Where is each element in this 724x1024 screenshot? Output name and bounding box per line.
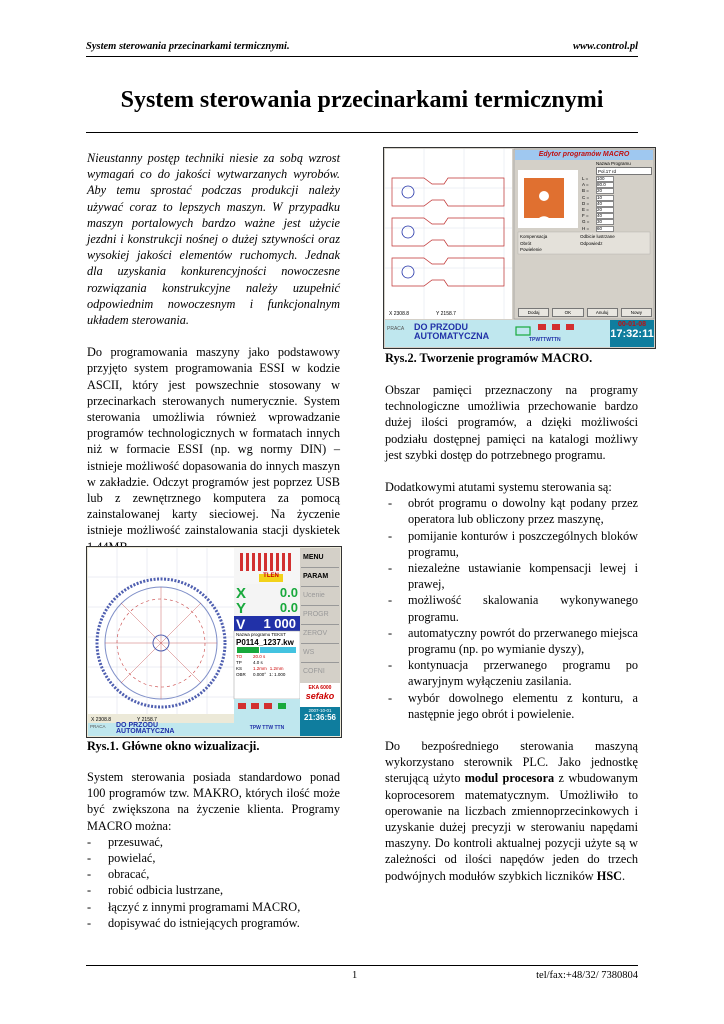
memory-paragraph: Obszar pamięci przeznaczony na programy technologiczne umożliwia przechowanie bardzo dużej ilości programów, a dzięki możliwości podziału dostępnej pamięci na katalogi możliwy jest szybki dostęp do potrzebnego programu.: [385, 383, 638, 462]
macro-name-input[interactable]: [596, 167, 652, 175]
program-info: [236, 632, 298, 678]
torch-status: TPW TTW TTN: [249, 725, 285, 731]
x-value: 0.0: [279, 585, 298, 600]
y-axis-label: Y: [236, 600, 247, 617]
footer-rule: [86, 965, 638, 966]
menu-button[interactable]: MENU: [301, 549, 339, 568]
compensation-checkbox[interactable]: Kompensacja: [520, 234, 548, 239]
param-label: E =: [582, 206, 589, 212]
param-label: G =: [582, 219, 590, 225]
hsc-term: HSC: [596, 868, 623, 883]
header-rule: [86, 56, 638, 57]
macro-list-item: - przesuwać,: [87, 834, 340, 850]
svg-text:Y 2158.7: Y 2158.7: [137, 717, 157, 723]
feature-item: - wybór dowolnego elementu z konturu, a następnie jego obrót i powielenie.: [385, 690, 638, 722]
param-label: F =: [582, 213, 589, 219]
macro-editor-title: Edytor programów MACRO: [538, 151, 630, 158]
svg-text:X 2308.8: X 2308.8: [91, 717, 112, 723]
cancel-button[interactable]: Anuluj: [587, 308, 618, 317]
param-value[interactable]: 10: [596, 195, 614, 201]
kerf-right: 1.2mm: [269, 666, 284, 671]
clock-date: 2007-10-01: [308, 708, 332, 713]
feature-item: - możliwość skalowania wykonywanego programu.: [385, 592, 638, 624]
macro-mode-status: [387, 323, 511, 341]
add-button[interactable]: Dodaj: [518, 308, 549, 317]
processor-module-term: modul procesora: [464, 771, 555, 786]
program-button[interactable]: PROGR: [301, 606, 339, 625]
mode-status: [90, 723, 230, 735]
param-value[interactable]: 20: [596, 207, 614, 213]
zero-button[interactable]: ZEROV: [301, 625, 339, 644]
param-value[interactable]: 100: [596, 176, 614, 182]
duplicate-checkbox[interactable]: Powielenie: [520, 247, 542, 252]
speed-label: V: [236, 616, 246, 632]
plc-paragraph: [385, 738, 638, 884]
brand-logo: [301, 685, 339, 701]
param-value[interactable]: 40: [596, 201, 614, 207]
macro-clock-date: 00-01-08: [617, 321, 647, 328]
position-x: X 2308.8: [389, 311, 410, 317]
macro-params: [582, 176, 650, 232]
title-rule: [86, 132, 638, 133]
scale-value: 1: 1.000: [269, 672, 286, 677]
auto-status: AUTOMATYCZNA: [116, 728, 175, 735]
macro-options: [520, 234, 650, 254]
plc-text: Do bezpośredniego sterowania maszyną wykorzystano sterownik PLC. Jako jednostkę sterującą użyto: [385, 739, 638, 786]
figure1-caption: Rys.1. Główne okno wizualizacji.: [87, 739, 260, 753]
footer-contact: tel/fax:+48/32/ 7380804: [536, 970, 638, 981]
macro-list-item: - łączyć z innymi programami MACRO,: [87, 899, 340, 915]
kerf-left: 1.2mm: [253, 666, 267, 671]
learn-button[interactable]: Ucenie: [301, 587, 339, 606]
answer-checkbox[interactable]: Odpowiedz: [580, 240, 603, 246]
param-label: H =: [582, 225, 590, 231]
param-label: D =: [582, 200, 590, 206]
features-list: [385, 495, 638, 722]
preheat-label: TO: [236, 654, 243, 659]
macro-clock: [610, 321, 654, 340]
plc-text: z wbudowanym koprocesorem matematycznym. Umożliwiło to operowanie na liczbach zmiennoprzecinkowych i uzyskanie dużej precyzji w sterowaniu napędami maszyny. Do kontroli aktualnej pozycji użyte są w zależności od ilości napędów jeden do trzech podwójnych modułów szybkich liczników: [385, 771, 638, 883]
pierce-time: 4.0 s: [253, 660, 263, 665]
figure2-caption: Rys.2. Tworzenie programów MACRO.: [385, 351, 593, 365]
param-value[interactable]: 80.0: [596, 182, 614, 188]
rotation-angle: 0.000°: [253, 672, 267, 677]
header-url: www.control.pl: [573, 41, 638, 52]
coordinates-panel: [236, 585, 298, 615]
oxygen-badge: TLEN: [263, 573, 279, 579]
direction-status: DO PRZODU: [116, 722, 158, 729]
main-window-screenshot: [86, 546, 342, 738]
macro-list-item: - powielać,: [87, 850, 340, 866]
param-label: C =: [582, 194, 590, 200]
work-label: PRACA: [90, 724, 106, 729]
pierce-label: TP: [236, 660, 242, 665]
param-value[interactable]: 60: [596, 226, 614, 232]
rotate-checkbox[interactable]: Obrót: [520, 240, 532, 246]
page-header: [86, 41, 638, 52]
undo-button[interactable]: COFNI: [303, 668, 325, 675]
macro-paragraph: System sterowania posiada standardowo ponad 100 programów tzw. MAKRO, których ilość może być zwiększona na życzenie klienta. Programy MACRO można:: [87, 770, 340, 833]
intro-paragraph: Nieustanny postęp techniki niesie za sobą wzrost wymagań co do jakości wytwarzanych wyrobów. Aby temu sprostać podczas produkcji należy używać coraz to lepszych maszyn. W przypadku maszyn portalowych bardzo ważne jest użycie jezdni i konstrukcji nośnej o dużej sztywności oraz wysokiej jakości elementów ruchomych. Jednak dla uzyskania konkurencyjności nowoczesne rozwiązania konstrukcyjne należy uzupełnić odpowiednim nowoczesnym i funkcjonalnym układem sterowania.: [87, 151, 340, 328]
macro-torch-status: TPWTTWTTN: [529, 337, 561, 343]
header-title: System sterowania przecinarkami termicznymi.: [86, 41, 290, 52]
param-value[interactable]: 40: [596, 213, 614, 219]
param-label: B =: [582, 188, 589, 194]
main-menu: [301, 549, 339, 681]
macro-clock-time: 17:32:11: [610, 328, 654, 340]
feature-item: - niezależne ustawianie kompensacji lewej i prawej,: [385, 560, 638, 592]
clock: [301, 708, 339, 722]
macro-name-label: Nazwa Programu: [596, 161, 631, 166]
feature-item: - kontynuacja przerwanego programu po awaryjnym wyłączeniu zasilania.: [385, 657, 638, 689]
plc-text: .: [622, 868, 626, 883]
param-value[interactable]: 30: [596, 219, 614, 225]
mirror-checkbox[interactable]: Odbicie lustrzane: [580, 234, 615, 239]
right-column: [385, 382, 638, 884]
left-column: [87, 150, 340, 555]
feature-item: - automatyczny powrót do przerwanego miejsca programu (np. po wymianie dyszy),: [385, 625, 638, 657]
y-value: 0.0: [279, 600, 298, 615]
program-name: P0114_1237.kw: [236, 638, 294, 647]
macro-list-item: - robić odbicia lustrzane,: [87, 882, 340, 898]
param-value[interactable]: 20: [596, 188, 614, 194]
macro-buttons: [518, 308, 652, 317]
speed-value: 1 000: [263, 616, 296, 631]
program-label: Nazwa programu TEKST: [236, 632, 286, 637]
new-button[interactable]: Nowy: [621, 308, 652, 317]
macro-list-item: - dopisywać do istniejących programów.: [87, 915, 340, 931]
macro-section: [87, 769, 340, 931]
preheat-time: 20.0 s: [253, 654, 266, 659]
feature-item: - obrót programu o dowolny kąt podany przez operatora lub obliczony przez maszynę,: [385, 495, 638, 527]
page-number: 1: [352, 970, 358, 981]
page-title: System sterowania przecinarkami termicznymi: [120, 87, 604, 113]
macro-direction-status: DO PRZODU: [414, 322, 468, 332]
x-axis-label: X: [236, 585, 247, 602]
kerf-label: KS: [236, 666, 243, 671]
features-intro: Dodatkowymi atutami systemu sterowania są:: [385, 480, 612, 495]
ok-button[interactable]: OK: [552, 308, 583, 317]
rotation-label: OBR: [236, 672, 246, 677]
macro-auto-status: AUTOMATYCZNA: [414, 331, 490, 341]
position-y: Y 2158.7: [436, 311, 456, 317]
param-button[interactable]: PARAM: [301, 568, 339, 587]
programming-paragraph: Do programowania maszyny jako podstawowy przyjęto system programowania ESSI w kodzie ASCII, który jest powszechnie stosowany w przecinarkach sterowanych numerycznie. System sterowania umożliwia również wprowadzanie programów technologicznych w formatach innych niż w formacie ESSI (np. wg normy DIN) – istnieje możliwość dopasowania do innych maszyn w zakładzie. Odczyt programów jest poprzez USB lub z zewnętrznego komputera za pomocą zainstalowanej karty sieciowej. Na życzenie istnieje możliwość zainstalowania stacji dyskietek: [87, 345, 340, 538]
param-label: A =: [582, 182, 589, 188]
clock-time: 21:36:56: [303, 713, 337, 722]
macro-work-label: PRACA: [387, 326, 405, 332]
macro-editor-screenshot: [383, 147, 656, 349]
feature-item: - pomijanie konturów i poszczególnych bloków programu,: [385, 528, 638, 560]
macro-list-item: - obracać,: [87, 866, 340, 882]
param-label: L =: [582, 176, 589, 181]
ws-button[interactable]: WS: [301, 644, 339, 663]
brand-name: sefako: [305, 691, 335, 701]
brand-model: EKA 6000: [308, 685, 332, 691]
macro-list: [87, 834, 340, 931]
speed-panel: [236, 616, 298, 631]
